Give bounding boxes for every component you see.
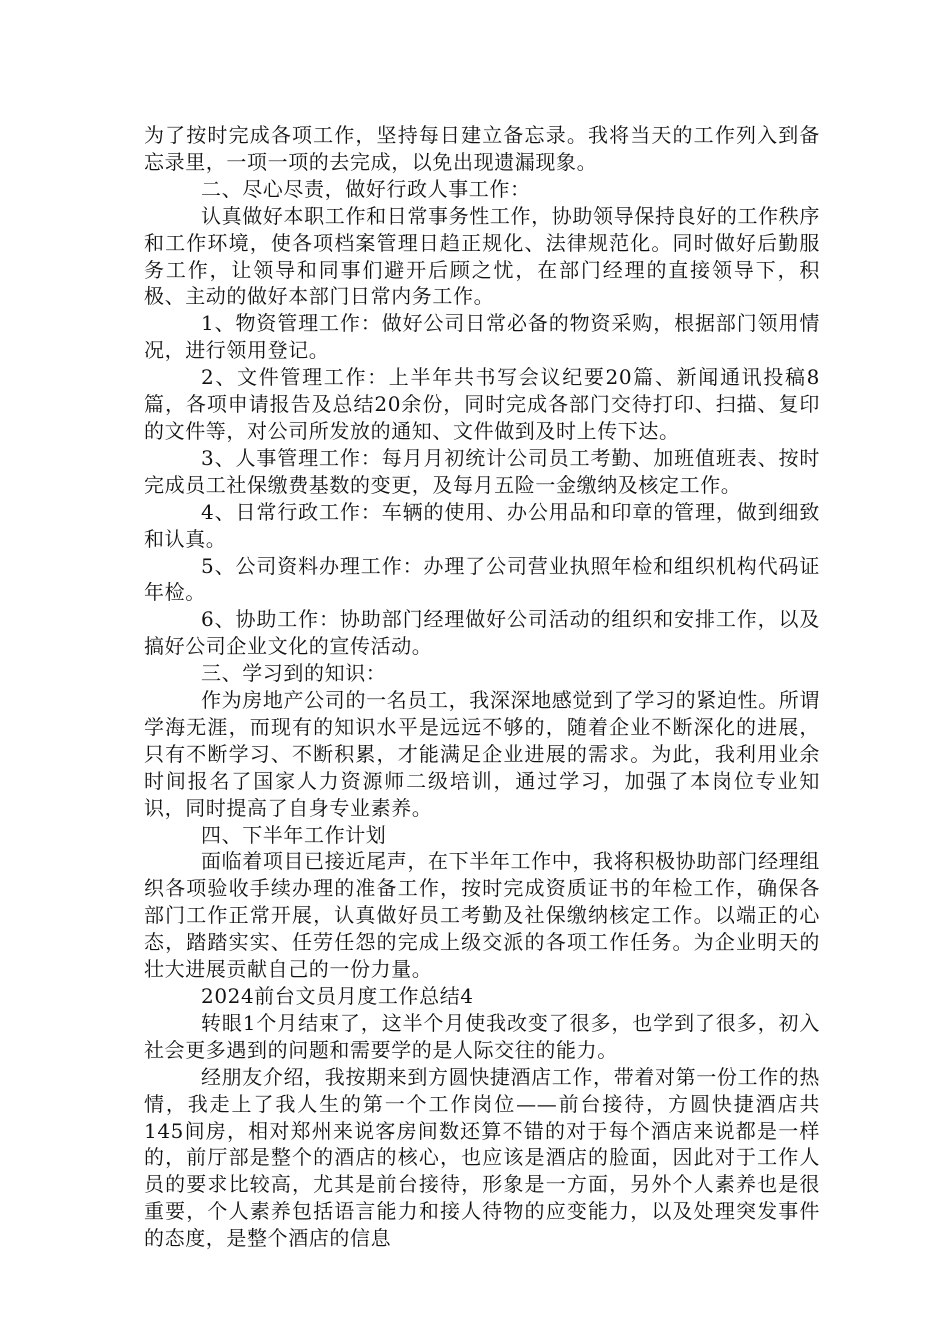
section-heading-2: 二、尽心尽责，做好行政人事工作： <box>201 176 531 201</box>
paragraph-plan: 面临着项目已接近尾声，在下半年工作中，我将积极协助部门经理组织各项验收手续办理的准备工作，按时完成资质证书的年检工作，确保各部门工作正常开展，认真做好员工考勤及社保缴纳核定工作。以端正的心态，踏踏实实、任劳任怨的完成上级交派的各项工作任务。为企业明天的壮大进展贡献自己的一份力量。 <box>144 849 820 982</box>
paragraph-admin-duties: 认真做好本职工作和日常事务性工作，协助领导保持良好的工作秩序和工作环境，使各项档案管理日趋正规化、法律规范化。同时做好后勤服务工作，让领导和同事们避开后顾之忧，在部门经理的直接领导下，积极、主动的做好本部门日常内务工作。 <box>144 203 820 309</box>
list-item-daily-admin: 4、日常行政工作：车辆的使用、办公用品和印章的管理，做到细致和认真。 <box>144 499 820 551</box>
paragraph-hotel: 经朋友介绍，我按期来到方圆快捷酒店工作，带着对第一份工作的热情，我走上了我人生的第一个工作岗位——前台接待，方圆快捷酒店共145间房，相对郑州来说客房间数还算不错的对于每个酒店来说都是一样的，前厅部是整个的酒店的核心，也应该是酒店的脸面，因此对于工作人员的要求比较高，尤其是前台接待，形象是一方面，另外个人素养也是很重要，个人素养包括语言能力和接人待物的应变能力，以及处理突发事件的态度，是整个酒店的信息 <box>144 1064 820 1251</box>
paragraph-intro: 转眼1个月结束了，这半个月使我改变了很多，也学到了很多，初入社会更多遇到的问题和需要学的是人际交往的能力。 <box>144 1010 820 1062</box>
list-item-materials: 1、物资管理工作：做好公司日常必备的物资采购，根据部门领用情况，进行领用登记。 <box>144 311 820 363</box>
section-heading-4: 四、下半年工作计划 <box>201 822 387 847</box>
list-item-documents: 2、文件管理工作：上半年共书写会议纪要20篇、新闻通讯投稿8篇，各项申请报告及总结20余份，同时完成各部门交待打印、扫描、复印的文件等，对公司所发放的通知、文件做到及时上传下达。 <box>144 365 820 443</box>
document-subtitle: 2024前台文员月度工作总结4 <box>201 984 474 1008</box>
document-body <box>144 122 820 1252</box>
paragraph-memo: 为了按时完成各项工作，坚持每日建立备忘录。我将当天的工作列入到备忘录里，一项一项的去完成，以免出现遗漏现象。 <box>144 123 820 174</box>
list-item-personnel: 3、人事管理工作：每月月初统计公司员工考勤、加班值班表、按时完成员工社保缴费基数的变更，及每月五险一金缴纳及核定工作。 <box>144 445 820 497</box>
section-heading-3: 三、学习到的知识： <box>201 661 387 686</box>
list-item-company-records: 5、公司资料办理工作：办理了公司营业执照年检和组织机构代码证年检。 <box>144 553 820 605</box>
paragraph-learning: 作为房地产公司的一名员工，我深深地感觉到了学习的紧迫性。所谓学海无涯，而现有的知识水平是远远不够的，随着企业不断深化的进展，只有不断学习、不断积累，才能满足企业进展的需求。为此，我利用业余时间报名了国家人力资源师二级培训，通过学习，加强了本岗位专业知识，同时提高了自身专业素养。 <box>144 688 820 820</box>
list-item-assistance: 6、协助工作：协助部门经理做好公司活动的组织和安排工作，以及搞好公司企业文化的宣传活动。 <box>144 607 820 659</box>
